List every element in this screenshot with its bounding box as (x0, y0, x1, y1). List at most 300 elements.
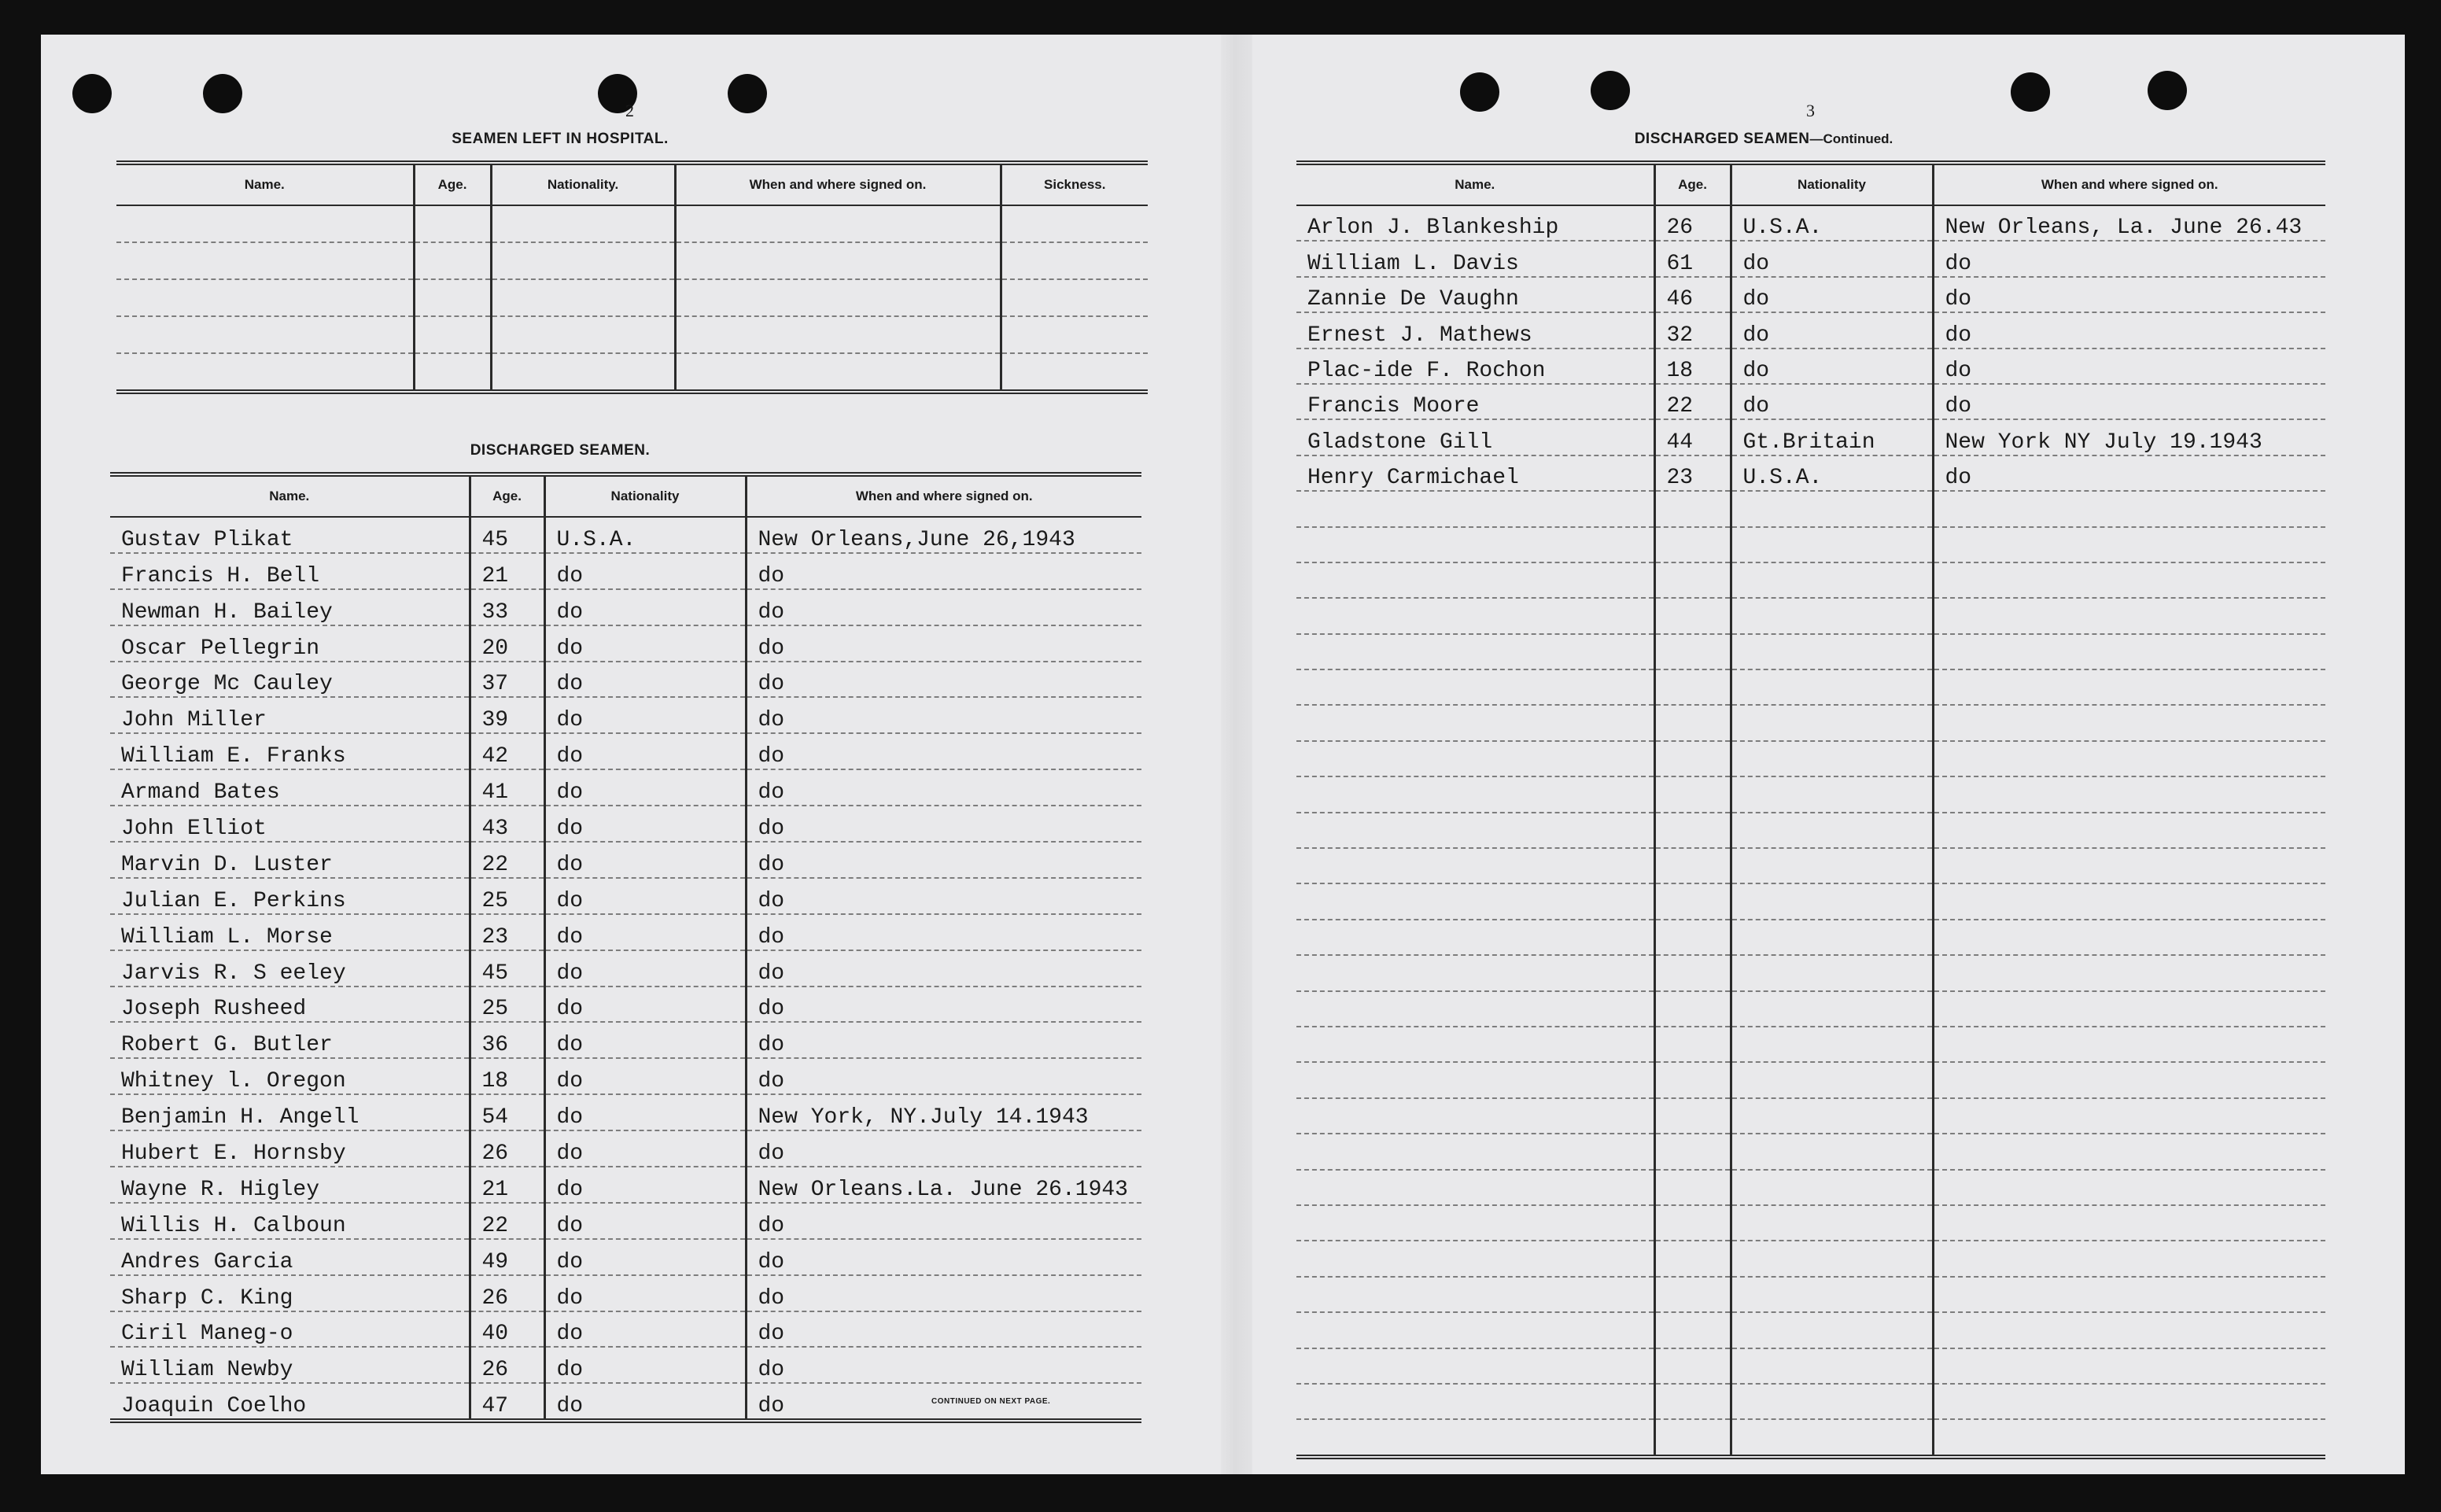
table-row (1296, 705, 2325, 740)
nationality-cell: do (544, 842, 746, 878)
empty-cell (675, 279, 1001, 316)
signed-on-cell: do (746, 914, 1141, 950)
column-header-name: Name. (1296, 163, 1654, 205)
age-cell: 26 (470, 1347, 544, 1383)
empty-cell (1654, 1384, 1731, 1419)
nationality-cell: do (544, 1022, 746, 1058)
name-cell: Willis H. Calboun (110, 1203, 470, 1239)
empty-cell (1933, 920, 2325, 955)
column-header-nationality: Nationality (544, 474, 746, 517)
table-row (1296, 669, 2325, 705)
age-cell: 25 (470, 878, 544, 914)
table-row (1296, 241, 2325, 276)
empty-cell (1654, 741, 1731, 776)
name-cell: Joaquin Coelho (110, 1383, 470, 1421)
empty-cell (1654, 598, 1731, 633)
signed-on-cell: do (1933, 277, 2325, 312)
name-cell: Whitney l. Oregon (110, 1058, 470, 1094)
table-row (110, 517, 1141, 553)
signed-on-cell: do (746, 589, 1141, 625)
name-cell: Zannie De Vaughn (1296, 277, 1654, 312)
table-row (110, 553, 1141, 589)
empty-cell (1296, 920, 1654, 955)
empty-cell (1731, 1384, 1933, 1419)
empty-cell (1933, 491, 2325, 526)
empty-cell (675, 353, 1001, 392)
nationality-cell: do (544, 1275, 746, 1311)
table-row (110, 1239, 1141, 1275)
empty-cell (491, 353, 675, 392)
name-cell: Henry Carmichael (1296, 455, 1654, 491)
name-cell: Marvin D. Luster (110, 842, 470, 878)
nationality-cell: Gt.Britain (1731, 419, 1933, 455)
table-row (1296, 1098, 2325, 1134)
punch-hole-icon (203, 74, 242, 113)
empty-cell (1933, 955, 2325, 990)
empty-cell (1296, 1170, 1654, 1205)
empty-cell (1296, 1205, 1654, 1241)
column-header-signed-on: When and where signed on. (1933, 163, 2325, 205)
empty-cell (116, 279, 414, 316)
nationality-cell: do (544, 697, 746, 733)
table-row (1296, 455, 2325, 491)
signed-on-cell: do (746, 697, 1141, 733)
table-row (1296, 491, 2325, 526)
table-row (110, 1094, 1141, 1130)
age-cell: 61 (1654, 241, 1731, 276)
table-row (1296, 848, 2325, 883)
table-row (1296, 883, 2325, 919)
nationality-cell: do (1731, 312, 1933, 348)
empty-cell (1296, 1134, 1654, 1169)
empty-cell (1654, 955, 1731, 990)
empty-cell (1654, 562, 1731, 598)
hospital-section-title: SEAMEN LEFT IN HOSPITAL. (452, 131, 669, 147)
table-row (1296, 920, 2325, 955)
empty-cell (1933, 1062, 2325, 1097)
table-row (1296, 1062, 2325, 1097)
table-row (110, 806, 1141, 842)
empty-cell (1654, 1062, 1731, 1097)
empty-cell (1296, 634, 1654, 669)
empty-cell (1731, 562, 1933, 598)
empty-cell (1296, 491, 1654, 526)
signed-on-cell: do (1933, 348, 2325, 384)
empty-cell (1933, 1277, 2325, 1312)
age-cell: 49 (470, 1239, 544, 1275)
empty-cell (1731, 776, 1933, 812)
empty-cell (1731, 1205, 1933, 1241)
nationality-cell: do (544, 1203, 746, 1239)
table-row (110, 1275, 1141, 1311)
table-row (1296, 776, 2325, 812)
table-row (1296, 1419, 2325, 1456)
table-row (116, 242, 1148, 279)
table-row (110, 733, 1141, 769)
empty-cell (675, 242, 1001, 279)
table-row (1296, 1312, 2325, 1348)
name-cell: George Mc Cauley (110, 662, 470, 698)
empty-cell (1933, 598, 2325, 633)
empty-cell (116, 205, 414, 242)
age-cell: 22 (470, 1203, 544, 1239)
empty-cell (1654, 848, 1731, 883)
empty-cell (1654, 1348, 1731, 1384)
name-cell: William E. Franks (110, 733, 470, 769)
nationality-cell: do (544, 1167, 746, 1203)
table-row (1296, 562, 2325, 598)
empty-cell (1933, 991, 2325, 1027)
empty-cell (1296, 776, 1654, 812)
name-cell: Ciril Maneg-o (110, 1311, 470, 1348)
table-row (110, 1311, 1141, 1348)
name-cell: Ernest J. Mathews (1296, 312, 1654, 348)
empty-cell (1731, 1170, 1933, 1205)
signed-on-cell: do (746, 1203, 1141, 1239)
empty-cell (1731, 883, 1933, 919)
empty-cell (1933, 1134, 2325, 1169)
table-row (110, 662, 1141, 698)
signed-on-cell: do (746, 733, 1141, 769)
empty-cell (1933, 1241, 2325, 1276)
column-header-sickness: Sickness. (1001, 163, 1148, 205)
punch-hole-icon (728, 74, 767, 113)
empty-cell (1001, 353, 1148, 392)
age-cell: 47 (470, 1383, 544, 1421)
nationality-cell: do (1731, 277, 1933, 312)
table-row (1296, 205, 2325, 241)
empty-cell (1933, 848, 2325, 883)
empty-cell (1933, 669, 2325, 705)
empty-cell (1654, 705, 1731, 740)
table-row (116, 205, 1148, 242)
empty-cell (1731, 991, 1933, 1027)
empty-cell (116, 316, 414, 353)
empty-cell (1731, 741, 1933, 776)
name-cell: Gustav Plikat (110, 517, 470, 553)
empty-cell (1296, 1098, 1654, 1134)
empty-cell (414, 316, 491, 353)
name-cell: Francis H. Bell (110, 553, 470, 589)
age-cell: 46 (1654, 277, 1731, 312)
empty-cell (1654, 1277, 1731, 1312)
empty-cell (1731, 1348, 1933, 1384)
age-cell: 18 (1654, 348, 1731, 384)
nationality-cell: do (544, 553, 746, 589)
empty-cell (1731, 705, 1933, 740)
empty-cell (1731, 1098, 1933, 1134)
name-cell: Julian E. Perkins (110, 878, 470, 914)
signed-on-cell: do (746, 1130, 1141, 1167)
empty-cell (1654, 1134, 1731, 1169)
empty-cell (1296, 527, 1654, 562)
age-cell: 44 (1654, 419, 1731, 455)
empty-cell (1933, 562, 2325, 598)
signed-on-cell: New Orleans,June 26,1943 (746, 517, 1141, 553)
nationality-cell: U.S.A. (1731, 455, 1933, 491)
age-cell: 21 (470, 553, 544, 589)
table-row (110, 986, 1141, 1023)
nationality-cell: do (544, 878, 746, 914)
table-row (1296, 741, 2325, 776)
continued-note: CONTINUED ON NEXT PAGE. (931, 1397, 1051, 1406)
name-cell: Sharp C. King (110, 1275, 470, 1311)
signed-on-cell: do (746, 1347, 1141, 1383)
empty-cell (1731, 813, 1933, 848)
table-row (110, 589, 1141, 625)
empty-cell (1654, 1312, 1731, 1348)
table-row (110, 1022, 1141, 1058)
table-row (116, 353, 1148, 392)
name-cell: Joseph Rusheed (110, 986, 470, 1023)
empty-cell (1296, 813, 1654, 848)
table-row (1296, 1134, 2325, 1169)
empty-cell (1731, 527, 1933, 562)
empty-cell (1654, 776, 1731, 812)
empty-cell (1296, 883, 1654, 919)
empty-cell (1296, 741, 1654, 776)
age-cell: 26 (470, 1275, 544, 1311)
empty-cell (1654, 1205, 1731, 1241)
empty-cell (1933, 883, 2325, 919)
nationality-cell: do (544, 1383, 746, 1421)
age-cell: 36 (470, 1022, 544, 1058)
empty-cell (1731, 955, 1933, 990)
empty-cell (1654, 991, 1731, 1027)
nationality-cell: do (544, 1347, 746, 1383)
age-cell: 42 (470, 733, 544, 769)
table-row (1296, 1027, 2325, 1062)
age-cell: 26 (1654, 205, 1731, 241)
continued-suffix: —Continued. (1809, 131, 1893, 146)
page-number: 2 (625, 101, 634, 120)
age-cell: 41 (470, 769, 544, 806)
empty-cell (1296, 848, 1654, 883)
empty-cell (491, 205, 675, 242)
empty-cell (1731, 1134, 1933, 1169)
age-cell: 54 (470, 1094, 544, 1130)
table-row (1296, 991, 2325, 1027)
age-cell: 22 (470, 842, 544, 878)
ledger-sheet (41, 35, 2405, 1474)
empty-cell (1654, 813, 1731, 848)
name-cell: Gladstone Gill (1296, 419, 1654, 455)
empty-cell (116, 353, 414, 392)
empty-cell (1654, 634, 1731, 669)
punch-hole-icon (2148, 71, 2187, 110)
table-header (116, 163, 1148, 205)
nationality-cell: U.S.A. (544, 517, 746, 553)
nationality-cell: do (544, 986, 746, 1023)
name-cell: John Miller (110, 697, 470, 733)
table-row (1296, 384, 2325, 419)
signed-on-cell: New Orleans.La. June 26.1943 (746, 1167, 1141, 1203)
empty-cell (414, 205, 491, 242)
name-cell: Jarvis R. S eeley (110, 950, 470, 986)
name-cell: Benjamin H. Angell (110, 1094, 470, 1130)
table-row (1296, 813, 2325, 848)
nationality-cell: do (544, 769, 746, 806)
signed-on-cell: do (746, 1311, 1141, 1348)
table-row (1296, 955, 2325, 990)
name-cell: Hubert E. Hornsby (110, 1130, 470, 1167)
column-header-nationality: Nationality. (491, 163, 675, 205)
empty-cell (675, 205, 1001, 242)
punch-hole-icon (1591, 71, 1630, 110)
age-cell: 23 (1654, 455, 1731, 491)
empty-cell (1296, 1241, 1654, 1276)
table-row (110, 1058, 1141, 1094)
empty-cell (1296, 955, 1654, 990)
age-cell: 33 (470, 589, 544, 625)
empty-cell (491, 316, 675, 353)
age-cell: 39 (470, 697, 544, 733)
empty-cell (1296, 598, 1654, 633)
empty-cell (116, 242, 414, 279)
signed-on-cell: do (746, 842, 1141, 878)
name-cell: Oscar Pellegrin (110, 625, 470, 662)
signed-on-cell: do (746, 1022, 1141, 1058)
empty-cell (1296, 1419, 1654, 1456)
name-cell: William L. Morse (110, 914, 470, 950)
empty-cell (1933, 527, 2325, 562)
name-cell: Arlon J. Blankeship (1296, 205, 1654, 241)
empty-cell (1654, 1419, 1731, 1456)
empty-cell (1731, 848, 1933, 883)
table-row (1296, 527, 2325, 562)
nationality-cell: do (544, 733, 746, 769)
age-cell: 43 (470, 806, 544, 842)
signed-on-cell: do (746, 662, 1141, 698)
table-row (110, 842, 1141, 878)
nationality-cell: do (544, 806, 746, 842)
punch-hole-icon (72, 74, 112, 113)
nationality-cell: do (1731, 348, 1933, 384)
empty-cell (1731, 1312, 1933, 1348)
empty-cell (1296, 991, 1654, 1027)
signed-on-cell: New York NY July 19.1943 (1933, 419, 2325, 455)
age-cell: 45 (470, 950, 544, 986)
empty-cell (1296, 1348, 1654, 1384)
table-row (110, 1167, 1141, 1203)
nationality-cell: do (544, 589, 746, 625)
name-cell: William L. Davis (1296, 241, 1654, 276)
empty-cell (1654, 883, 1731, 919)
empty-cell (1654, 669, 1731, 705)
nationality-cell: do (544, 662, 746, 698)
signed-on-cell: do (746, 1058, 1141, 1094)
empty-cell (1933, 1419, 2325, 1456)
age-cell: 21 (470, 1167, 544, 1203)
nationality-cell: do (1731, 384, 1933, 419)
age-cell: 40 (470, 1311, 544, 1348)
empty-cell (414, 353, 491, 392)
name-cell: Francis Moore (1296, 384, 1654, 419)
empty-cell (1296, 1312, 1654, 1348)
age-cell: 45 (470, 517, 544, 553)
table-row (1296, 1384, 2325, 1419)
empty-cell (1296, 1062, 1654, 1097)
empty-cell (1654, 1098, 1731, 1134)
signed-on-cell: do (1933, 455, 2325, 491)
empty-cell (1933, 634, 2325, 669)
age-cell: 25 (470, 986, 544, 1023)
section-title: DISCHARGED SEAMEN (1634, 131, 1810, 147)
empty-cell (1654, 920, 1731, 955)
empty-cell (1933, 1098, 2325, 1134)
signed-on-cell: New York, NY.July 14.1943 (746, 1094, 1141, 1130)
signed-on-cell: do (746, 878, 1141, 914)
page-number: 3 (1806, 101, 1815, 120)
punch-hole-icon (1460, 72, 1499, 112)
age-cell: 23 (470, 914, 544, 950)
signed-on-cell: do (746, 769, 1141, 806)
nationality-cell: do (544, 950, 746, 986)
column-header-name: Name. (116, 163, 414, 205)
empty-cell (1001, 279, 1148, 316)
empty-cell (1731, 1419, 1933, 1456)
table-row (1296, 1277, 2325, 1312)
empty-cell (1654, 1027, 1731, 1062)
table-row (110, 697, 1141, 733)
empty-cell (1296, 1027, 1654, 1062)
table-row (110, 914, 1141, 950)
table-header (1296, 163, 2325, 205)
table-row (1296, 348, 2325, 384)
nationality-cell: do (544, 625, 746, 662)
signed-on-cell: do (1933, 241, 2325, 276)
nationality-cell: do (544, 1058, 746, 1094)
table-row (1296, 1205, 2325, 1241)
signed-on-cell: do (746, 986, 1141, 1023)
empty-cell (1654, 527, 1731, 562)
empty-cell (1296, 1384, 1654, 1419)
empty-cell (1933, 1312, 2325, 1348)
empty-cell (1731, 491, 1933, 526)
empty-cell (1933, 705, 2325, 740)
age-cell: 20 (470, 625, 544, 662)
age-cell: 37 (470, 662, 544, 698)
table-row (110, 1203, 1141, 1239)
column-header-signed-on: When and where signed on. (675, 163, 1001, 205)
empty-cell (1731, 1027, 1933, 1062)
table-row (1296, 1241, 2325, 1276)
column-header-signed-on: When and where signed on. (746, 474, 1141, 517)
empty-cell (1731, 1277, 1933, 1312)
punch-hole-icon (2011, 72, 2050, 112)
table-row (1296, 598, 2325, 633)
table-row (110, 1130, 1141, 1167)
signed-on-cell: do (746, 1275, 1141, 1311)
signed-on-cell: do (746, 806, 1141, 842)
discharged-continued-title (1567, 131, 1960, 148)
name-cell: Wayne R. Higley (110, 1167, 470, 1203)
empty-cell (1001, 205, 1148, 242)
table-row (1296, 1348, 2325, 1384)
empty-cell (414, 279, 491, 316)
hospital-table (116, 160, 1148, 394)
name-cell: Robert G. Butler (110, 1022, 470, 1058)
age-cell: 18 (470, 1058, 544, 1094)
empty-cell (1654, 1170, 1731, 1205)
column-header-nationality: Nationality (1731, 163, 1933, 205)
empty-cell (1933, 741, 2325, 776)
name-cell: Newman H. Bailey (110, 589, 470, 625)
name-cell: Andres Garcia (110, 1239, 470, 1275)
column-header-name: Name. (110, 474, 470, 517)
table-row (110, 950, 1141, 986)
signed-on-cell: do (746, 950, 1141, 986)
